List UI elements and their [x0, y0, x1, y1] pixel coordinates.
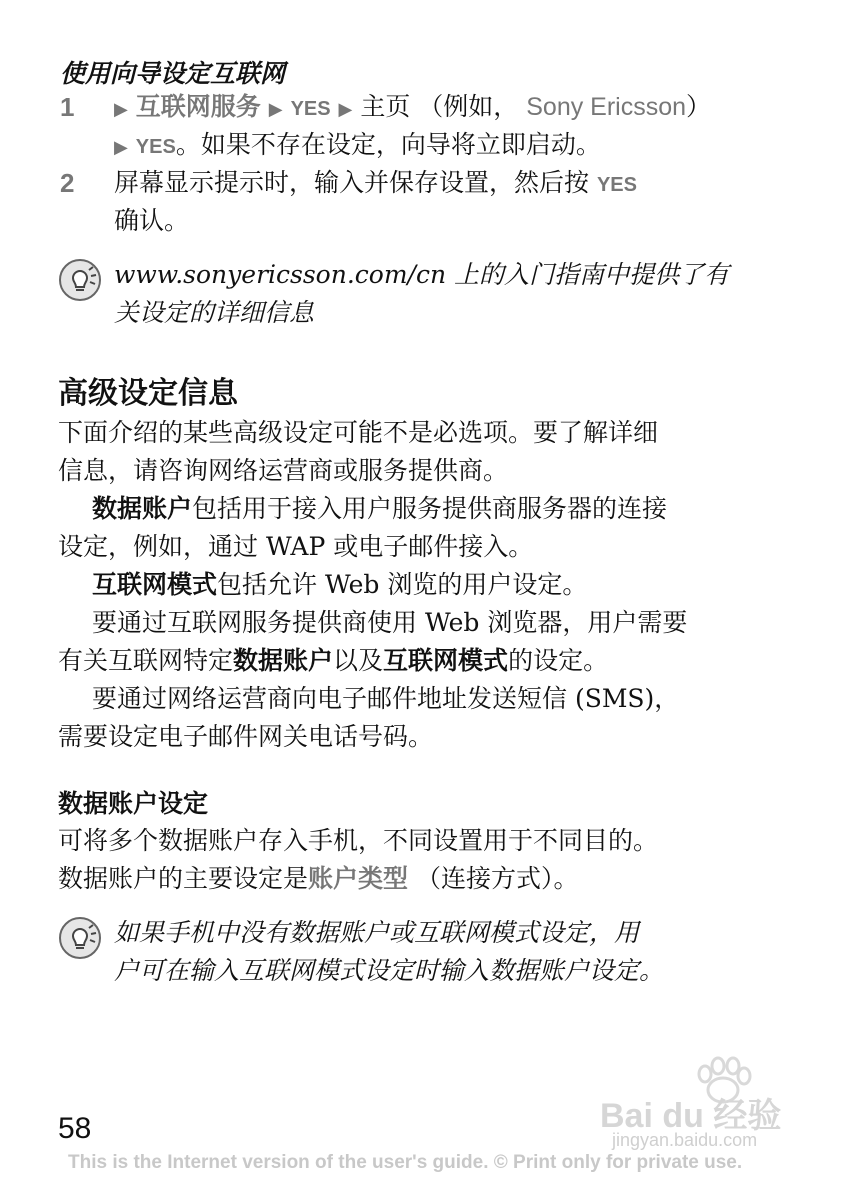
sec3-line-2: [58, 860, 578, 898]
para-2-line-2: 设定，例如，通过 WAP 或电子邮件接入。: [58, 532, 534, 561]
website-url: www.sonyericsson.com/cn: [114, 260, 447, 289]
step-number: 2: [60, 168, 75, 198]
footer-notice: This is the Internet version of the user's guide. © Print only for private use.: [68, 1152, 743, 1173]
example-brand: Sony Ericsson: [526, 93, 687, 121]
page-number: 58: [58, 1112, 92, 1145]
arrow-right-icon: ▶: [338, 99, 353, 120]
tip-2-line-2: 户可在输入互联网模式设定时输入数据账户设定。: [114, 956, 665, 985]
sec3-text-2: （连接方式）。: [408, 864, 579, 893]
term-data-account: 数据账户: [233, 647, 334, 675]
tip-lightbulb-icon: [58, 916, 102, 964]
para-2-text: 包括用于接入用户服务提供商服务器的连接: [192, 494, 668, 523]
step-2-line-2: 确认。: [114, 206, 190, 235]
para-4-line-2: [58, 642, 608, 680]
arrow-right-icon: ▶: [268, 99, 283, 120]
step-2-line-1: [114, 164, 637, 204]
step-1-line-1: [114, 88, 711, 129]
arrow-right-icon: ▶: [114, 99, 128, 120]
section-heading-data-account: 数据账户设定: [58, 790, 209, 818]
para-5-line-1: 要通过网络运营商向电子邮件地址发送短信 (SMS)，: [92, 684, 680, 713]
para-1-line-2: 信息，请咨询网络运营商或服务提供商。: [58, 456, 509, 485]
sec3-text: 数据账户的主要设定是: [58, 864, 309, 893]
yes-key-label: YES: [596, 174, 637, 196]
para-4-text-a: 有关互联网特定: [58, 646, 234, 675]
arrow-right-icon: ▶: [114, 137, 128, 158]
baidu-watermark: [600, 1060, 810, 1160]
watermark-brand: Bai du 经验: [600, 1097, 782, 1135]
term-data-account: 数据账户: [92, 495, 193, 523]
para-3-line-1: [92, 566, 587, 604]
step-number: 1: [60, 92, 75, 122]
para-4-text-b: 以及: [333, 646, 384, 675]
term-internet-profile: 互联网模式: [92, 571, 218, 599]
para-1-line-1: 下面介绍的某些高级设定可能不是必选项。要了解详细: [58, 418, 659, 447]
term-account-type: 账户类型: [308, 865, 409, 893]
para-3-text: 包括允许 Web 浏览的用户设定。: [217, 570, 588, 599]
watermark-url: jingyan.baidu.com: [612, 1130, 758, 1150]
para-4-text-c: 的设定。: [508, 646, 609, 675]
para-2-line-1: [92, 490, 667, 528]
section-heading-wizard: 使用向导设定互联网: [60, 60, 286, 88]
term-internet-profile: 互联网模式: [383, 647, 509, 675]
tip-1-line-2: 关设定的详细信息: [114, 298, 315, 327]
step-1-text-2: 。如果不存在设定，向导将立即启动。: [175, 130, 601, 159]
para-5-line-2: 需要设定电子邮件网关电话号码。: [58, 722, 434, 751]
para-4-line-1: 要通过互联网服务提供商使用 Web 浏览器，用户需要: [92, 608, 688, 637]
section-heading-advanced: 高级设定信息: [58, 377, 238, 410]
yes-key-label: YES: [135, 136, 176, 158]
tip-2-line-1: 如果手机中没有数据账户或互联网模式设定，用: [114, 918, 640, 947]
tip-1-text: 上的入门指南中提供了有: [454, 260, 730, 289]
menu-path-internet-services: 互联网服务: [135, 93, 261, 121]
step-1-paren: ）: [686, 92, 712, 121]
tip-lightbulb-icon: [58, 258, 102, 306]
step-2-text: 屏幕显示提示时，输入并保存设置，然后按: [114, 168, 590, 197]
step-1-line-2: [114, 126, 601, 167]
sec3-line-1: 可将多个数据账户存入手机，不同设置用于不同目的。: [58, 826, 659, 855]
tip-1-line-1: [114, 256, 729, 294]
step-1-text: 主页 （例如，: [360, 92, 519, 121]
yes-key-label: YES: [290, 98, 331, 120]
